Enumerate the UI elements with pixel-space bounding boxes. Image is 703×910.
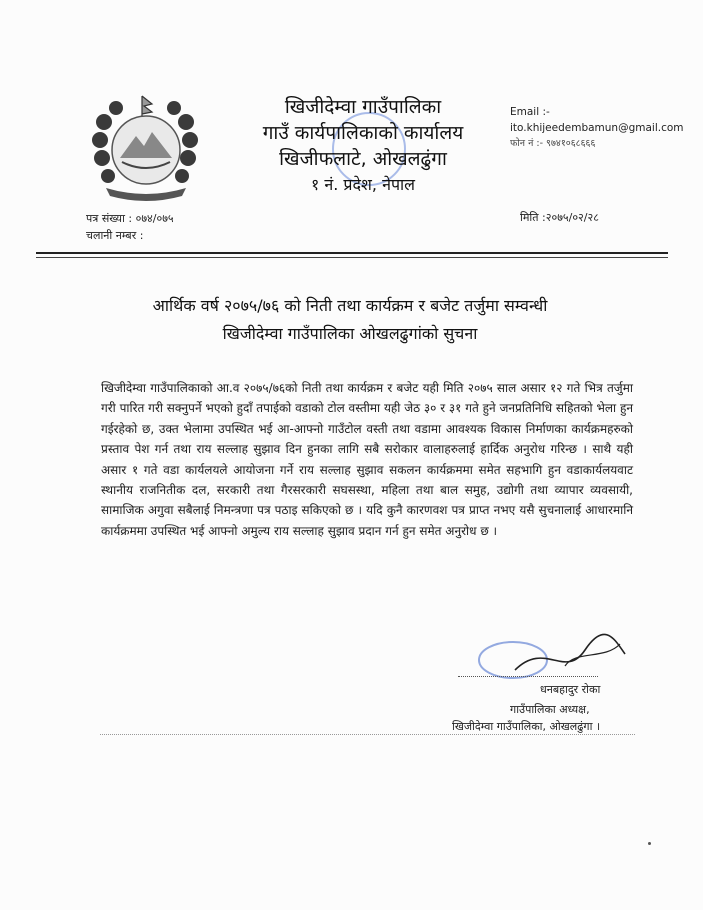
signature-line bbox=[458, 676, 598, 677]
header-divider-thin bbox=[36, 257, 668, 258]
letter-reference bbox=[86, 210, 174, 244]
bottom-dotted-line bbox=[100, 734, 635, 735]
letter-date: मिति :२०७५/०२/२८ bbox=[520, 211, 599, 224]
phone-number: फोन नं :- ९७४१०६८६६६ bbox=[510, 138, 596, 149]
notice-body: खिजीदेम्वा गाउँपालिकाको आ.व २०७५/७६को निती तथा कार्यक्रम र बजेट यही मिति २०७५ साल असार १२ गते भित्र तर्जुमा गरी पारित गरी सक्नुपर्ने भएको हुदाँ तपाईको वडाको टोल वस्तीमा यही जेठ ३० र ३१ गते हुने जनप्रतिनिधि सहितको भेला हुन गईरहेको छ, उक्त भेलामा उपस्थित भई आ-आफ्नो गाउँटोल वस्ती तथा वडामा आवश्यक विकास निर्माणका कार्यक्रमहरुको प्रस्ताव पेश गर्न तथा राय सल्लाह सुझाव दिन हुनका लागि सबै सरोकार वालाहरुलाई हार्दिक अनुरोध गरिन्छ । साथै यही असार १ गते वडा कार्यलयले आयोजना गर्ने राय सल्लाह सुझाव सकलन कार्यक्रममा समेत सहभागि हुन वडाकार्यलयवाट स्थानीय राजनितीक दल, सरकारी तथा गैरसरकारी सघसस्था, महिला तथा बाल समुह, उद्योगी तथा व्यापार व्यवसायी, सामाजिक अगुवा सबैलाई निमन्त्रणा पत्र पठाइ सकिएको छ । यदि कुनै कारणवश पत्र प्राप्त नभए यसै सुचनालाई आधारमानि कार्यक्रममा उपस्थित भई आफ्नो अमुल्य राय सल्लाह सुझाव प्रदान गर्न हुन समेत अनुरोध छ । bbox=[101, 381, 633, 538]
office-line-1: खिजीदेम्वा गाउँपालिका bbox=[284, 96, 442, 118]
title-line-2: खिजीदेम्वा गाउँपालिका ओखलढुगांको सुचना bbox=[222, 324, 478, 343]
letter-number: पत्र संख्या : ०७४/०७५ bbox=[86, 212, 174, 225]
notice-title bbox=[60, 292, 640, 348]
scan-speck bbox=[648, 842, 651, 845]
header-divider bbox=[36, 252, 668, 254]
office-line-4: १ नं. प्रदेश, नेपाल bbox=[310, 175, 416, 194]
dispatch-number: चलानी नम्बर : bbox=[86, 229, 144, 242]
signature-stamp-icon bbox=[455, 630, 635, 690]
email-address: ito.khijeedembamun@gmail.com bbox=[510, 122, 684, 134]
signatory-role: गाउँपालिका अध्यक्ष, bbox=[510, 703, 590, 716]
signatory-org: खिजीदेम्वा गाउँपालिका, ओखलढुंगा । bbox=[452, 720, 601, 733]
title-line-1: आर्थिक वर्ष २०७५/७६ को निती तथा कार्यक्रम र बजेट तर्जुमा सम्वन्धी bbox=[152, 296, 548, 315]
nepal-emblem-icon bbox=[86, 92, 204, 202]
contact-block bbox=[510, 104, 684, 152]
office-line-3: खिजीफलाटे, ओखलढुंगा bbox=[279, 148, 447, 170]
office-header bbox=[232, 94, 494, 198]
email-label: Email :- bbox=[510, 106, 550, 118]
office-line-2: गाउँ कार्यपालिकाको कार्यालय bbox=[262, 122, 464, 144]
signatory-name: धनबहादुर रोका bbox=[540, 683, 601, 696]
